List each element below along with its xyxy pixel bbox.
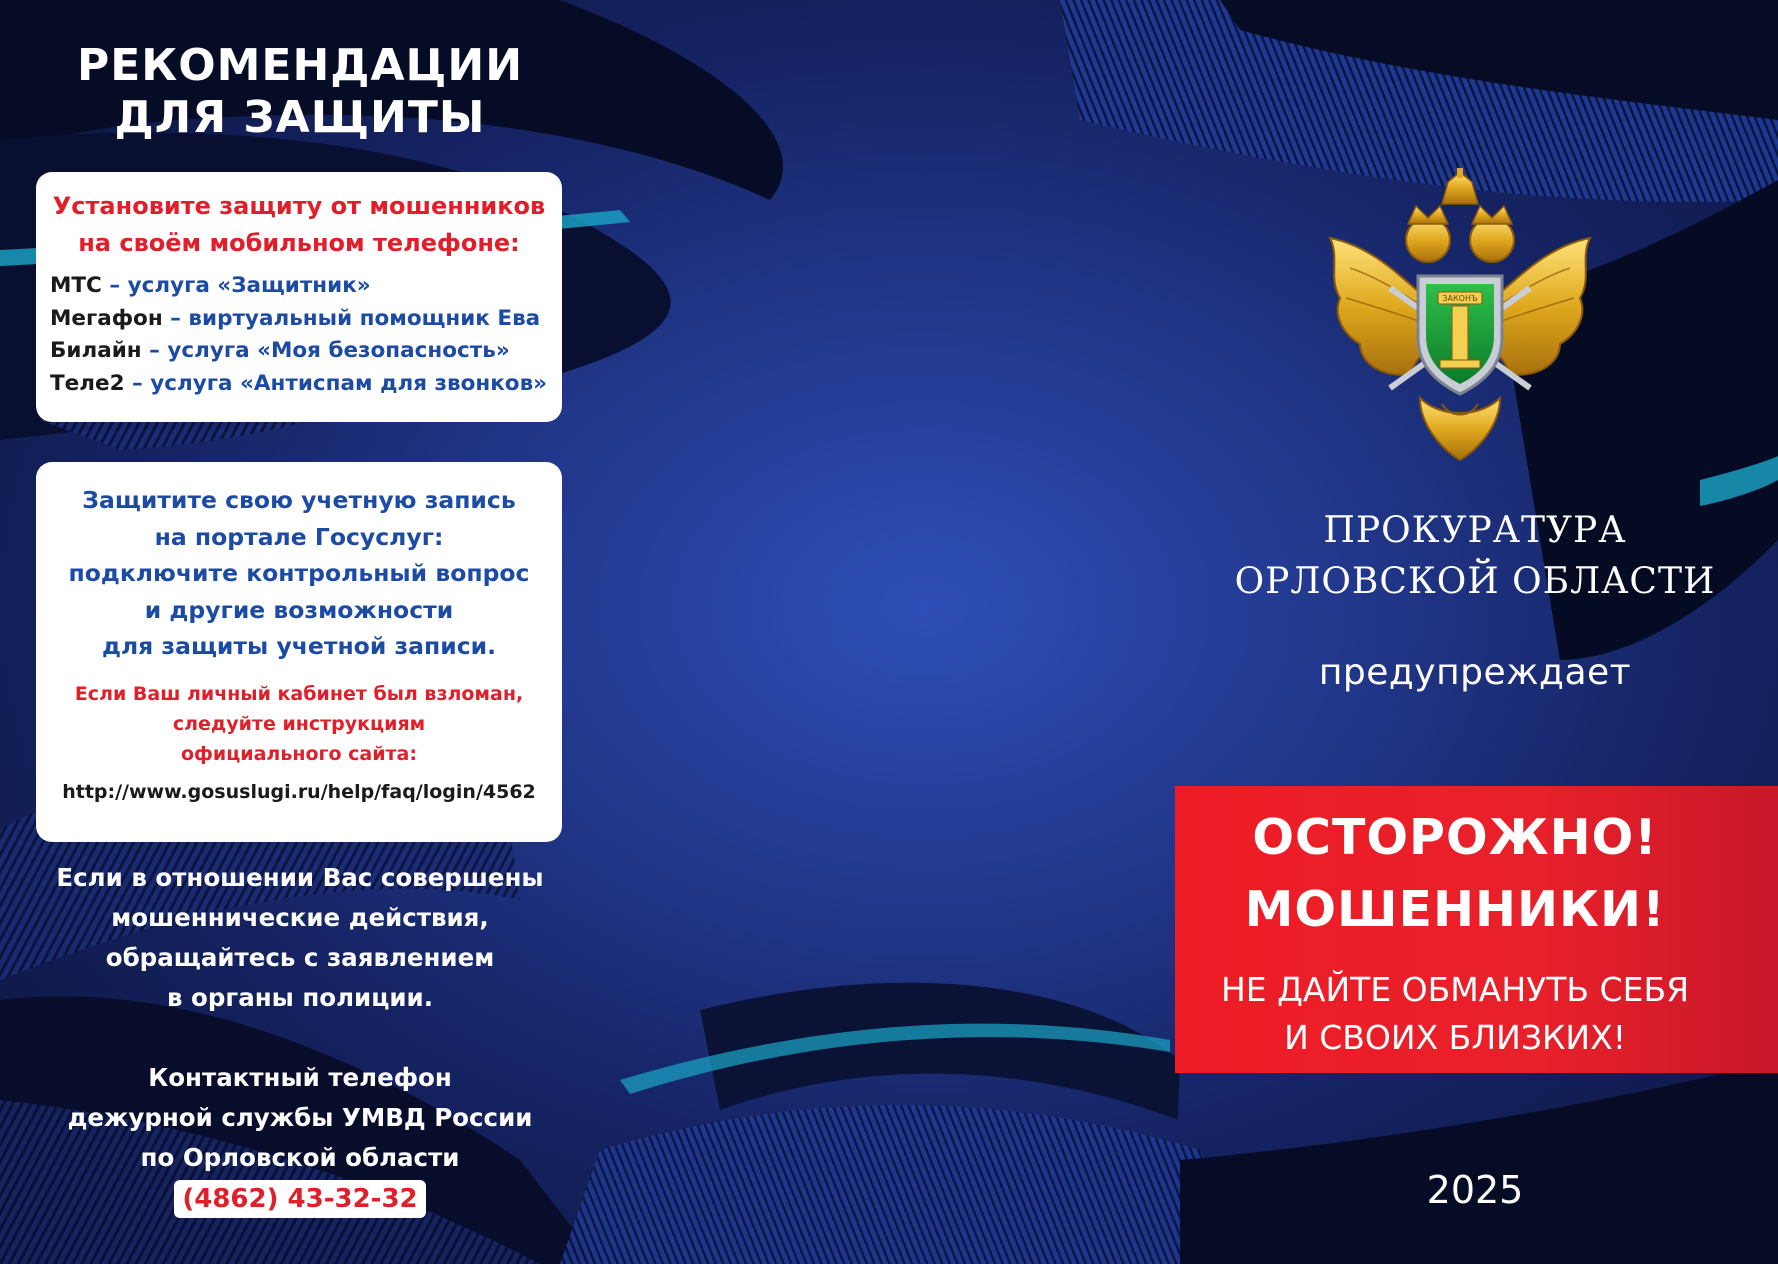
left-column — [0, 0, 600, 1264]
prosecutor-emblem-icon — [1320, 168, 1600, 468]
operator-name: Билайн — [50, 338, 142, 363]
headline-line: ОСТОРОЖНО! — [1252, 809, 1658, 866]
note-line: следуйте инструкциям — [172, 712, 426, 735]
organization-name — [1210, 505, 1740, 607]
gosuslugi-protection-card — [36, 462, 562, 842]
text-line: в органы полиции. — [166, 983, 434, 1012]
hacked-account-note — [50, 679, 548, 769]
operator-row-megafon — [50, 303, 548, 336]
text-line: мошеннические действия, — [111, 903, 489, 932]
contact-phone-block — [20, 1058, 580, 1219]
year-label: 2025 — [1426, 1168, 1524, 1212]
banner-subline — [1175, 966, 1735, 1062]
advice-line: на портале Госуслуг: — [154, 522, 444, 551]
text-line: обращайтесь с заявлением — [105, 943, 495, 972]
advice-line: подключите контрольный вопрос — [68, 559, 530, 587]
operator-service: – услуга «Антиспам для звонков» — [124, 370, 548, 396]
subline-line: НЕ ДАЙТЕ ОБМАНУТЬ СЕБЯ — [1220, 970, 1690, 1009]
police-advice-text — [20, 858, 580, 1018]
org-line: ОРЛОВСКОЙ ОБЛАСТИ — [1234, 561, 1716, 602]
note-line: Если Ваш личный кабинет был взломан, — [74, 682, 524, 705]
police-phone-number[interactable]: (4862) 43-32-32 — [174, 1180, 425, 1218]
text-line: по Орловской области — [140, 1143, 460, 1172]
operator-row-beeline — [50, 335, 548, 368]
headline-line: МОШЕННИКИ! — [1244, 881, 1666, 938]
title-line: РЕКОМЕНДАЦИИ — [76, 40, 524, 91]
text-line: Если в отношении Вас совершены — [56, 863, 544, 892]
advice-line: для защиты учетной записи. — [101, 632, 497, 660]
warning-banner — [1175, 786, 1778, 1073]
warns-text: предупреждает — [1318, 652, 1632, 693]
mobile-protection-card — [36, 172, 562, 422]
org-line: ПРОКУРАТУРА — [1323, 510, 1627, 551]
recommendations-title — [30, 40, 570, 144]
gosuslugi-advice — [50, 482, 548, 665]
operator-name: Мегафон — [50, 305, 163, 331]
operator-name: Теле2 — [50, 370, 125, 396]
heading-line: Установите защиту от мошенников — [52, 192, 546, 220]
gosuslugi-help-link[interactable]: http://www.gosuslugi.ru/help/faq/login/4562 — [62, 780, 536, 803]
banner-headline — [1175, 802, 1735, 946]
title-line: ДЛЯ ЗАЩИТЫ — [114, 92, 486, 143]
operator-row-tele2 — [50, 368, 548, 401]
operator-service: – виртуальный помощник Ева — [162, 305, 541, 331]
operator-service: – услуга «Моя безопасность» — [141, 338, 510, 363]
text-line: дежурной службы УМВД России — [67, 1103, 533, 1132]
advice-line: и другие возможности — [144, 595, 454, 624]
advice-line: Защитите свою учетную запись — [82, 486, 516, 514]
subline-line: И СВОИХ БЛИЗКИХ! — [1284, 1018, 1626, 1057]
note-line: официального сайта: — [181, 742, 417, 765]
mobile-protection-heading — [50, 188, 548, 262]
text-line: Контактный телефон — [148, 1063, 452, 1092]
operator-row-mts — [50, 270, 548, 303]
heading-line: на своём мобильном телефоне: — [78, 229, 520, 257]
right-column — [1170, 0, 1778, 1264]
emblem-inscription: ЗАКОНЪ — [1442, 294, 1478, 303]
operator-name: МТС — [50, 273, 102, 298]
operator-service: – услуга «Защитник» — [101, 273, 371, 298]
